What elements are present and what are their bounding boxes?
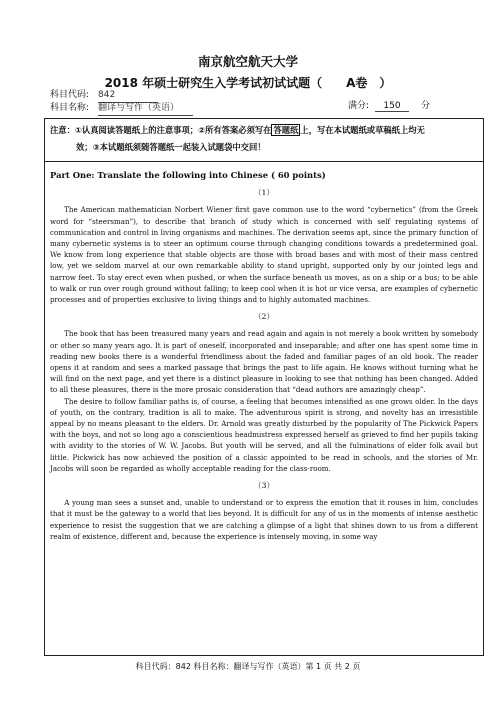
section-number: （1） xyxy=(253,188,275,198)
passage-paragraph: The desire to follow familiar paths is, of course, a feeling that becomes intensified as one grows older. In the days of youth, on the contrary, tradition is all to make. The adventurous spirit is strong, and novelty has an irresistible appeal by no means pleasant to the elders. Dr. Arnold was greatly disturbed by the popularity of The Pickwick Papers with the boys, and not so long ago a conscientious headmistress expressed herself as grieved to find her pupils taking with avidity to the stories of W. W. Jacobs. But youth will be served, and all the fulminations of elder folk avail but little. Pickwick has now achieved the position of a classic appointed to be read in schools, and the stories of Mr. Jacobs will soon be regarded as wholly acceptable reading for the class-room. xyxy=(50,396,478,473)
part-heading: Part One: Translate the following into Chinese ( 60 points) xyxy=(50,170,326,180)
notice-text: 上，写在本试题纸或草稿纸上均无 xyxy=(300,125,425,135)
notice-text: 注意：①认真阅读答题纸上的注意事项；②所有答案必须写在 xyxy=(50,125,272,135)
section-number: （2） xyxy=(253,312,275,322)
university-name: 南京航空航天大学 xyxy=(197,54,298,69)
subject-name-label: 科目名称: xyxy=(50,103,90,113)
score-unit: 分 xyxy=(420,101,430,111)
passage-paragraph: The American mathematician Norbert Wiener first gave common use to the word “cybernetics” (from the Greek word for “steersman”), to describe that branch of study which is concerned with self regulating systems of communication and control in living organisms and machines. The derivation seems apt, since the primary function of many cybernetic systems is to steer an optimum course through changing conditions towards a predetermined goal. We know from long experience that stable objects are those with broad bases and with most of their mass centred low, yet we seldom marvel at our own remarkable ability to stand upright, supported only by our jointed legs and narrow feet. To stay erect even when pushed, or when the surface beneath us moves, as on a ship or a bus; to be able to walk or run over rough ground without falling; to keep cool when it is hot or vice versa, are examples of cybernetic processes and of properties exclusive to living things and to highly automated machines. xyxy=(50,205,478,305)
subject-code-value: 842 xyxy=(98,89,158,103)
passage-paragraph: A young man sees a sunset and, unable to understand or to express the emotion that it rouses in him, concludes that it must be the gateway to a world that lies beyond. It is difficult for any of us in the moments of intense aesthetic experience to resist the suggestion that we are catching a glimpse of a light that shines down to us from a different realm of existence, different and, because the experience is intensely moving, in some way xyxy=(50,498,478,541)
page-footer: 科目代码：842 科目名称：翻译与写作（英语）第 1 页 共 2 页 xyxy=(135,662,361,671)
subject-code-row xyxy=(50,89,158,103)
answer-sheet-boxed: 答题纸 xyxy=(273,125,299,135)
subject-name-value: 翻译与写作（英语） xyxy=(98,102,193,116)
section-number: （3） xyxy=(253,481,275,491)
exam-title: 2018 年硕士研究生入学考试初试试题（ A卷 ） xyxy=(104,76,392,90)
full-score xyxy=(348,98,430,112)
exam-content xyxy=(50,166,478,542)
passage-paragraph: The book that has been treasured many years and read again and again is not merely a book written by somebody or other so many years ago. It is part of oneself, incorporated and inseparable; and after one has spent some time in reading new books there is a wonderful friendliness about the faded and familiar pages of an old book. The reader opens it at random and sees a marked passage that brings the past to life again. He knows without turning what he will find on the next page, and yet there is a distinct pleasure in looking to see that nothing has been changed. Added to all these pleasures, there is the more prosaic consideration that “dead authors are amazingly cheap”. xyxy=(50,329,478,395)
notice-line-2: 效；③本试题纸须随答题纸一起装入试题袋中交回！ xyxy=(76,142,266,152)
subject-name-row xyxy=(50,102,193,116)
notice-box xyxy=(44,118,484,162)
score-value: 150 xyxy=(375,101,409,112)
score-label: 满分: xyxy=(347,101,369,111)
notice-line-1 xyxy=(50,122,478,139)
subject-code-label: 科目代码: xyxy=(50,90,90,100)
